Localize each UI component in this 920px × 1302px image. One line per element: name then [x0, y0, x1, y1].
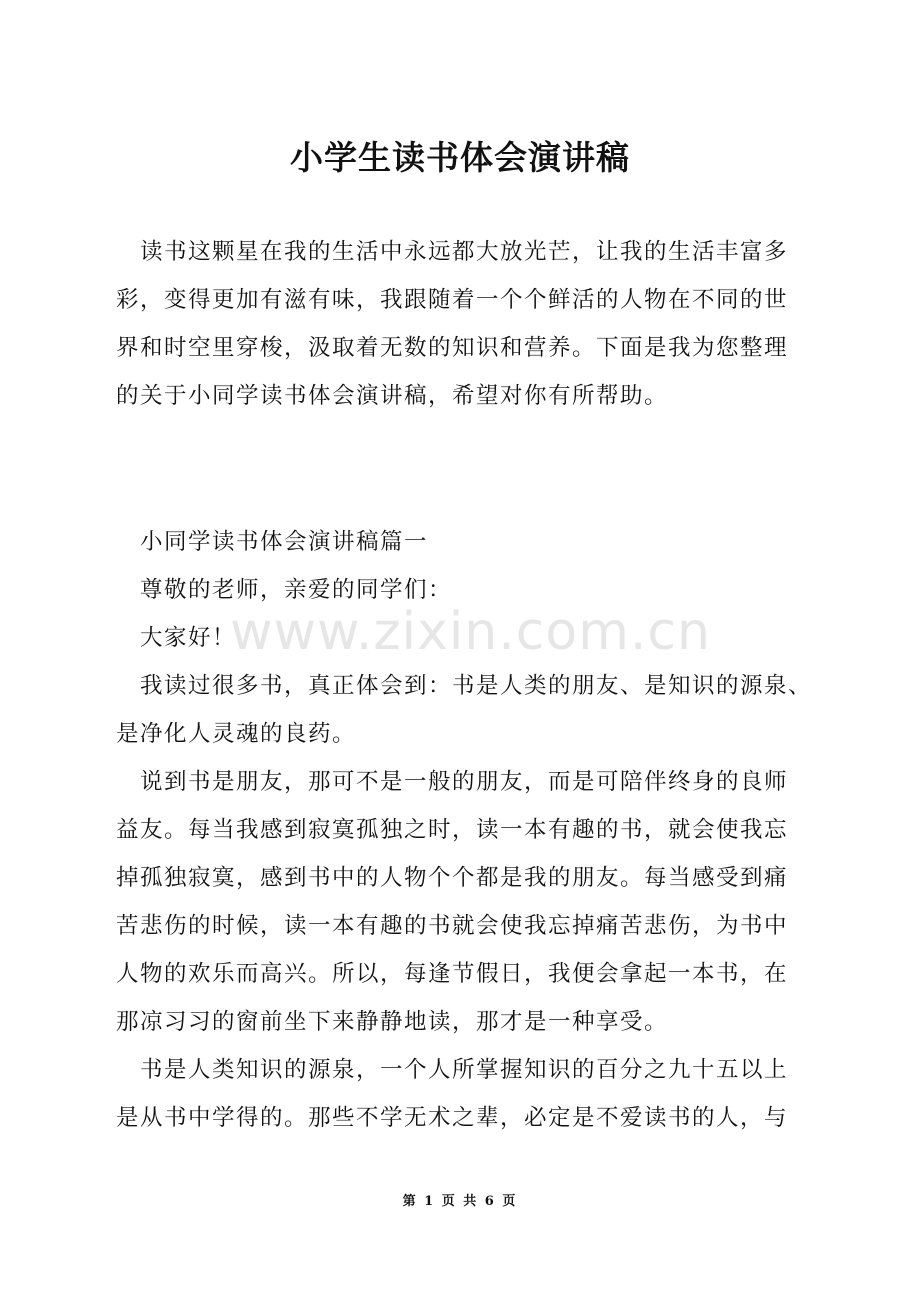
- intro-line-2: 彩，变得更加有滋有味，我跟随着一个个鲜活的人物在不同的世: [116, 287, 789, 313]
- paragraph-3-line-1: 书是人类知识的源泉，一个人所掌握知识的百分之九十五以上: [140, 1057, 789, 1083]
- paragraph-3-line-2: 是从书中学得的。那些不学无术之辈，必定是不爱读书的人，与: [116, 1105, 789, 1131]
- paragraph-2-line-5: 人物的欢乐而高兴。所以，每逢节假日，我便会拿起一本书，在: [116, 961, 789, 987]
- section-heading: 小同学读书体会演讲稿篇一: [140, 529, 429, 555]
- watermark: www.zixin.com.cn: [230, 602, 711, 662]
- greeting: 大家好！: [140, 625, 237, 651]
- intro-line-3: 界和时空里穿梭，汲取着无数的知识和营养。下面是我为您整理: [116, 335, 789, 361]
- paragraph-2-line-4: 苦悲伤的时候，读一本有趣的书就会使我忘掉痛苦悲伤，为书中: [116, 913, 789, 939]
- paragraph-1-line-1: 我读过很多书，真正体会到：书是人类的朋友、是知识的源泉、: [140, 673, 813, 699]
- paragraph-2-line-6: 那凉习习的窗前坐下来静静地读，那才是一种享受。: [116, 1009, 669, 1035]
- salutation: 尊敬的老师，亲爱的同学们：: [140, 577, 453, 603]
- paragraph-1-line-2: 是净化人灵魂的良药。: [116, 721, 357, 747]
- intro-line-4: 的关于小同学读书体会演讲稿，希望对你有所帮助。: [116, 383, 669, 409]
- page-title: 小学生读书体会演讲稿: [290, 138, 630, 177]
- paragraph-2-line-2: 益友。每当我感到寂寞孤独之时，读一本有趣的书，就会使我忘: [116, 817, 789, 843]
- paragraph-2-line-3: 掉孤独寂寞，感到书中的人物个个都是我的朋友。每当感受到痛: [116, 865, 789, 891]
- page-footer: 第 1 页 共 6 页: [402, 1194, 518, 1209]
- paragraph-2-line-1: 说到书是朋友，那可不是一般的朋友，而是可陪伴终身的良师: [140, 769, 789, 795]
- intro-line-1: 读书这颗星在我的生活中永远都大放光芒，让我的生活丰富多: [140, 239, 789, 265]
